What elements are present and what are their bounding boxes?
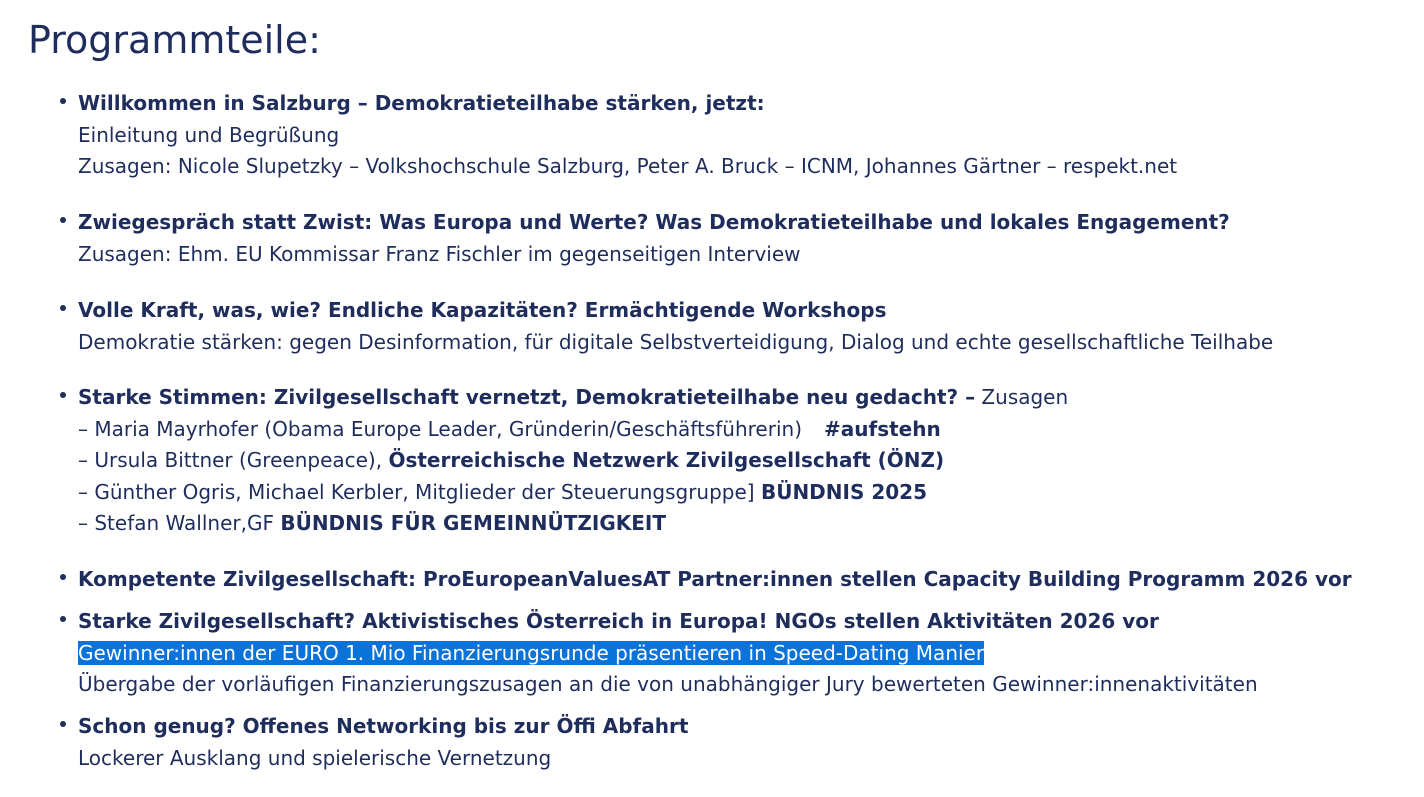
item-text: Lockerer Ausklang und spielerische Vernetzung (78, 745, 552, 770)
item-text: Demokratie stärken: gegen Desinformation, für digitale Selbstverteidigung, Dialog und echte gesellschaftliche Teilhabe (78, 329, 1274, 354)
speaker-line (78, 508, 1418, 540)
speaker-text: – Stefan Wallner,GF (78, 511, 274, 535)
bullet (60, 392, 66, 398)
speaker-line (78, 414, 1418, 446)
speaker-text: – Maria Mayrhofer (Obama Europe Leader, Gründerin/Geschäftsführerin) (78, 416, 802, 441)
speaker-org: BÜNDNIS FÜR GEMEINNÜTZIGKEIT (280, 511, 667, 535)
list-item-strong-voices (78, 382, 1418, 540)
item-heading: Zwiegespräch statt Zwist: Was Europa und Werte? Was Demokratieteilhabe und lokales Engagement? (78, 210, 1230, 234)
list-item-workshops (78, 295, 1418, 358)
list-item-dialogue (78, 207, 1418, 270)
item-heading: Schon genug? Offenes Networking bis zur Öffi Abfahrt (78, 714, 689, 738)
bullet (60, 616, 66, 622)
item-text: Zusagen: Ehm. EU Kommissar Franz Fischler im gegenseitigen Interview (78, 241, 801, 266)
item-text-line[interactable] (78, 638, 1418, 670)
item-heading: Willkommen in Salzburg – Demokratieteilhabe stärken, jetzt: (78, 91, 765, 115)
item-text: Zusagen: Nicole Slupetzky – Volkshochschule Salzburg, Peter A. Bruck – ICNM, Johannes Gärtner – respekt.net (78, 154, 1178, 178)
selected-text[interactable]: Gewinner:innen der EURO 1. Mio Finanzierungsrunde präsentieren in Speed-Dating Manier (78, 640, 985, 665)
bullet (60, 98, 66, 104)
bullet (60, 574, 66, 580)
list-item-capacity-building (78, 564, 1418, 596)
speaker-text: – Ursula Bittner (Greenpeace), (78, 448, 383, 472)
speaker-org: Österreichische Netzwerk Zivilgesellschaft (ÖNZ) (388, 448, 945, 472)
item-heading: Kompetente Zivilgesellschaft: ProEuropeanValuesAT Partner:innen stellen Capacity Building Programm 2026 vor (78, 567, 1352, 591)
bullet (60, 721, 66, 727)
item-heading: Starke Zivilgesellschaft? Aktivistisches Österreich in Europa! NGOs stellen Aktivitäten 2026 vor (78, 609, 1159, 633)
item-heading-tail: Zusagen (975, 385, 1069, 409)
item-heading: Volle Kraft, was, wie? Endliche Kapazitäten? Ermächtigende Workshops (78, 298, 887, 322)
speaker-org: BÜNDNIS 2025 (760, 479, 927, 504)
item-heading: Starke Stimmen: Zivilgesellschaft vernetzt, Demokratieteilhabe neu gedacht? – (78, 385, 976, 409)
item-heading-line (78, 382, 1418, 414)
page-title: Programmteile: (28, 18, 321, 62)
list-item-ngo-activities (78, 606, 1418, 701)
item-text: Übergabe der vorläufigen Finanzierungszusagen an die von unabhängiger Jury bewerteten Gewinner:innenaktivitäten (78, 672, 1258, 696)
speaker-line (78, 445, 1418, 477)
item-text: Einleitung und Begrüßung (78, 122, 340, 147)
list-item-networking (78, 711, 1418, 774)
speaker-text: – Günther Ogris, Michael Kerbler, Mitglieder der Steuerungsgruppe] (78, 479, 755, 504)
list-item-welcome (78, 88, 1418, 183)
speaker-line (78, 477, 1418, 509)
speaker-org: #aufstehn (824, 416, 941, 441)
bullet (60, 217, 66, 223)
bullet (60, 305, 66, 311)
